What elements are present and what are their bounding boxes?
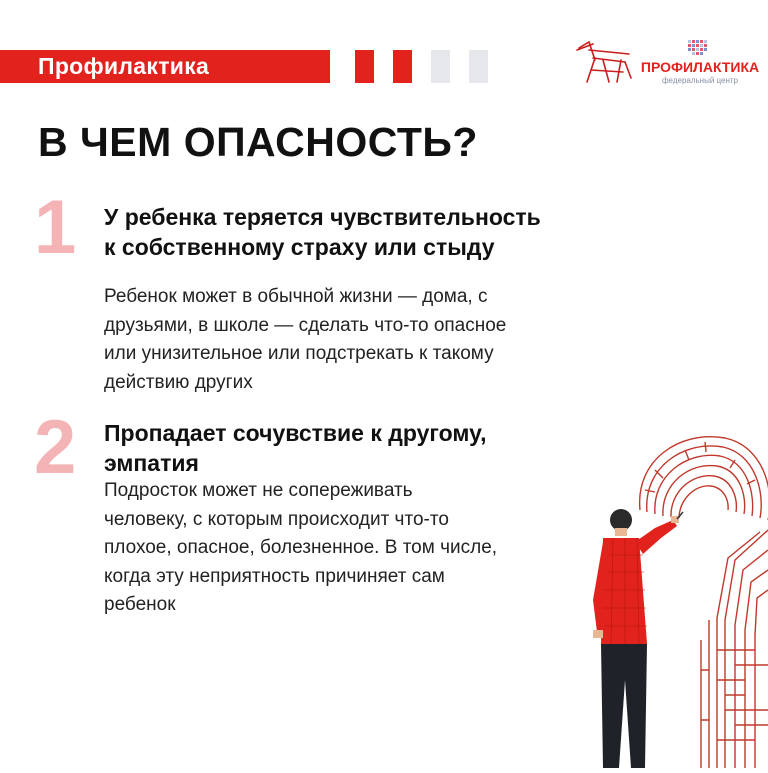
item-text-2-line-5: ребенок [104,594,176,615]
header-square-4 [469,50,488,83]
header-square-3 [431,50,450,83]
chair-logo-icon [573,38,633,86]
item-heading-2 [104,418,487,478]
item-heading-2-line-2: эмпатия [104,450,199,476]
man-drawing-maze-question-mark-icon [585,420,768,768]
item-number-2: 2 [34,405,77,490]
header-square-1 [355,50,374,83]
brand-subtitle: федеральный центр [661,76,739,85]
item-heading-1-line-1: У ребенка теряется чувствительность [104,204,541,230]
item-text-2 [104,477,604,620]
item-text-2-line-4: когда эту неприятность причиняет сам [104,565,445,587]
page-title: В ЧЕМ ОПАСНОСТЬ? [38,119,478,165]
brand-grid-icon [688,40,710,58]
item-text-1-line-1: Ребенок может в обычной жизни — дома, с [104,286,488,307]
item-number-1: 1 [34,185,77,270]
item-heading-1 [104,202,541,262]
header-label: Профилактика [38,53,210,79]
item-text-2-line-3: плохое, опасное, болезненное. В том числе, [104,537,498,558]
item-heading-2-line-1: Пропадает сочувствие к другому, [104,420,487,446]
item-text-1-line-4: действию других [104,371,253,393]
brand-logo [640,40,760,86]
brand-name: ПРОФИЛАКТИКА [640,59,760,75]
header-square-2 [393,50,412,83]
item-text-1 [104,283,604,397]
item-text-2-line-1: Подросток может не сопереживать [104,480,413,501]
item-text-1-line-3: или унизительное или подстрекать к такому [104,343,494,364]
item-heading-1-line-2: к собственному страху или стыду [104,234,495,260]
item-text-2-line-2: человеку, с которым происходит что-то [104,508,449,530]
item-text-1-line-2: друзьями, в школе — сделать что-то опасное [104,314,507,336]
